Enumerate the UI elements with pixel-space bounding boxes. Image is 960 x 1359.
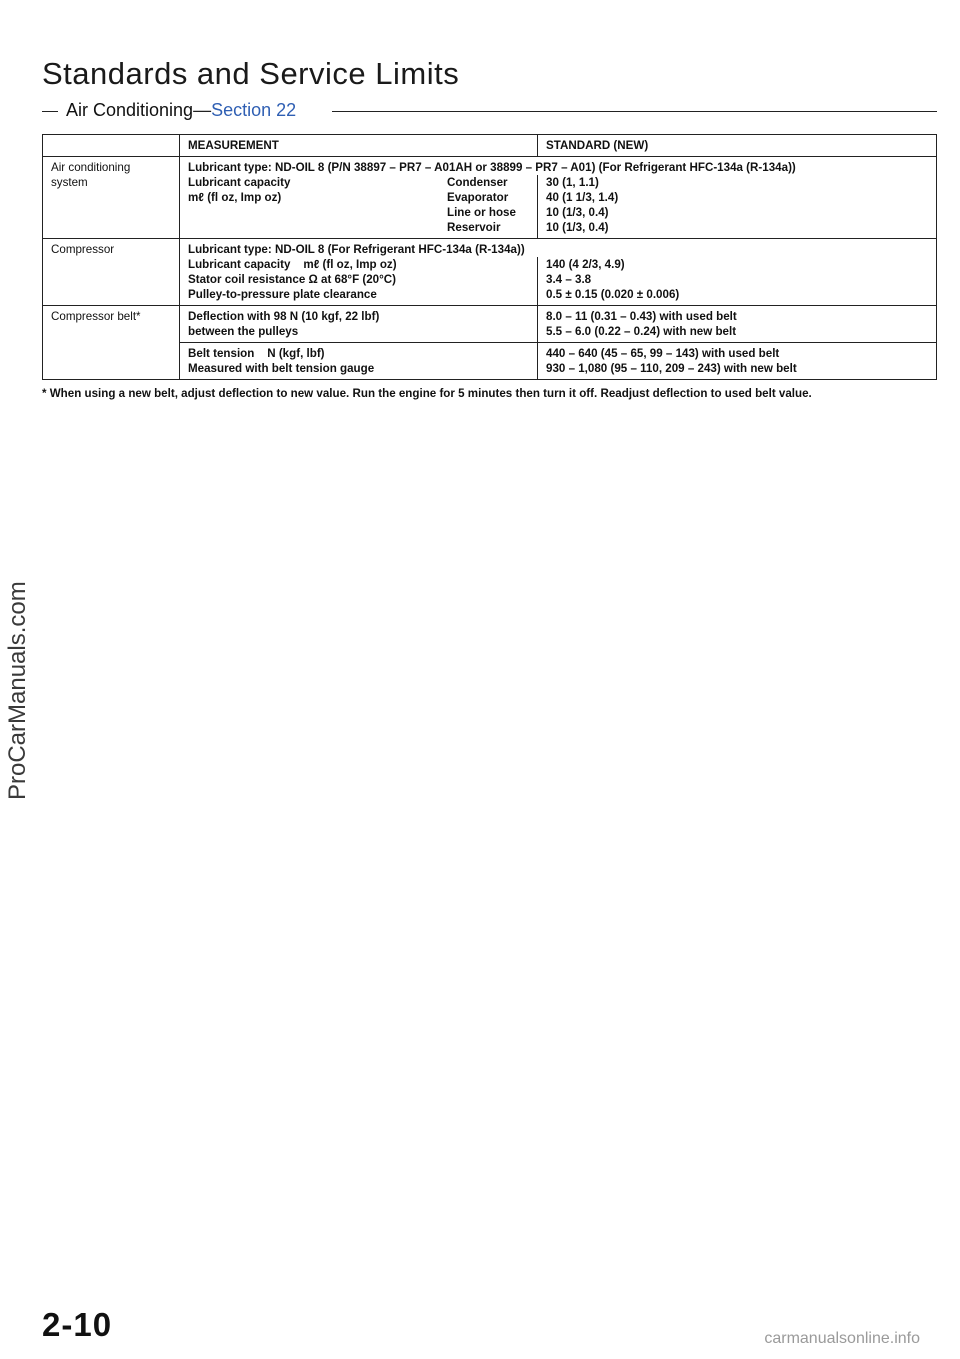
header-blank xyxy=(43,135,180,157)
heading-rule-right xyxy=(332,111,937,112)
ac-value: 40 (1 1/3, 1.4) xyxy=(546,191,619,204)
page-title: Standards and Service Limits xyxy=(42,56,460,91)
table-row xyxy=(43,239,937,258)
compressor-measure: Pulley-to-pressure plate clearance xyxy=(188,288,377,301)
belt-tension-used: 440 – 640 (45 – 65, 99 – 143) with used belt xyxy=(546,347,780,360)
ac-value: 10 (1/3, 0.4) xyxy=(546,221,609,234)
belt-deflection xyxy=(180,306,538,343)
belt-deflection-new: 5.5 – 6.0 (0.22 – 0.24) with new belt xyxy=(546,325,737,338)
compressor-value: 3.4 – 3.8 xyxy=(546,273,592,286)
compressor-lubricant-type: Lubricant type: ND-OIL 8 (For Refrigerant HFC-134a (R-134a)) xyxy=(180,239,937,258)
belt-tension-values xyxy=(538,343,937,380)
bottom-watermark: carmanualsonline.info xyxy=(764,1330,920,1347)
section-dash: — xyxy=(193,100,212,120)
belt-deflection-used: 8.0 – 11 (0.31 – 0.43) with used belt xyxy=(546,310,737,323)
compressor-measurements xyxy=(180,257,538,306)
heading-rule-left xyxy=(42,111,58,112)
ac-value: 10 (1/3, 0.4) xyxy=(546,206,609,219)
ac-part: Line or hose xyxy=(447,206,516,219)
belt-deflection-line2: between the pulleys xyxy=(188,325,299,338)
table-row xyxy=(43,306,937,343)
header-standard: STANDARD (NEW) xyxy=(538,135,937,157)
header-measurement: MEASUREMENT xyxy=(180,135,538,157)
page-number: 2-10 xyxy=(42,1306,113,1343)
ac-label-line1: Air conditioning xyxy=(51,161,131,174)
compressor-value: 140 (4 2/3, 4.9) xyxy=(546,258,625,271)
ac-capacity-values xyxy=(538,175,937,239)
ac-part: Condenser xyxy=(447,176,508,189)
row-label-compressor: Compressor xyxy=(43,239,180,306)
compressor-measure: Lubricant capacity mℓ (fl oz, Imp oz) xyxy=(188,258,397,271)
section-label xyxy=(66,100,296,121)
section-link[interactable]: Section 22 xyxy=(211,100,297,120)
compressor-measure: Stator coil resistance Ω at 68°F (20°C) xyxy=(188,273,397,286)
footnote: * When using a new belt, adjust deflection to new value. Run the engine for 5 minutes then turn it off. Readjust deflection to used belt value. xyxy=(42,387,812,400)
compressor-value: 0.5 ± 0.15 (0.020 ± 0.006) xyxy=(546,288,680,301)
section-heading xyxy=(42,100,937,124)
compressor-values xyxy=(538,257,937,306)
row-label-belt: Compressor belt* xyxy=(43,306,180,380)
spec-table xyxy=(42,134,937,380)
belt-deflection-values xyxy=(538,306,937,343)
belt-tension-line2: Measured with belt tension gauge xyxy=(188,362,375,375)
ac-label-line2: system xyxy=(51,176,88,189)
ac-capacity xyxy=(180,175,538,239)
belt-deflection-line1: Deflection with 98 N (10 kgf, 22 lbf) xyxy=(188,310,380,323)
belt-tension xyxy=(180,343,538,380)
ac-lubricant-type: Lubricant type: ND-OIL 8 (P/N 38897 – PR7 – A01AH or 38899 – PR7 – A01) (For Refrigerant HFC-134a (R-134a)) xyxy=(180,157,937,176)
ac-capacity-label: Lubricant capacity xyxy=(188,176,291,189)
belt-tension-new: 930 – 1,080 (95 – 110, 209 – 243) with new belt xyxy=(546,362,797,375)
ac-part: Evaporator xyxy=(447,191,509,204)
ac-capacity-units: mℓ (fl oz, Imp oz) xyxy=(188,191,282,204)
section-name: Air Conditioning xyxy=(66,100,194,120)
ac-value: 30 (1, 1.1) xyxy=(546,176,599,189)
belt-tension-line1: Belt tension N (kgf, lbf) xyxy=(188,347,325,360)
side-watermark: ProCarManuals.com xyxy=(4,581,31,800)
ac-part: Reservoir xyxy=(447,221,501,234)
row-label-ac xyxy=(43,157,180,239)
table-row xyxy=(43,157,937,176)
